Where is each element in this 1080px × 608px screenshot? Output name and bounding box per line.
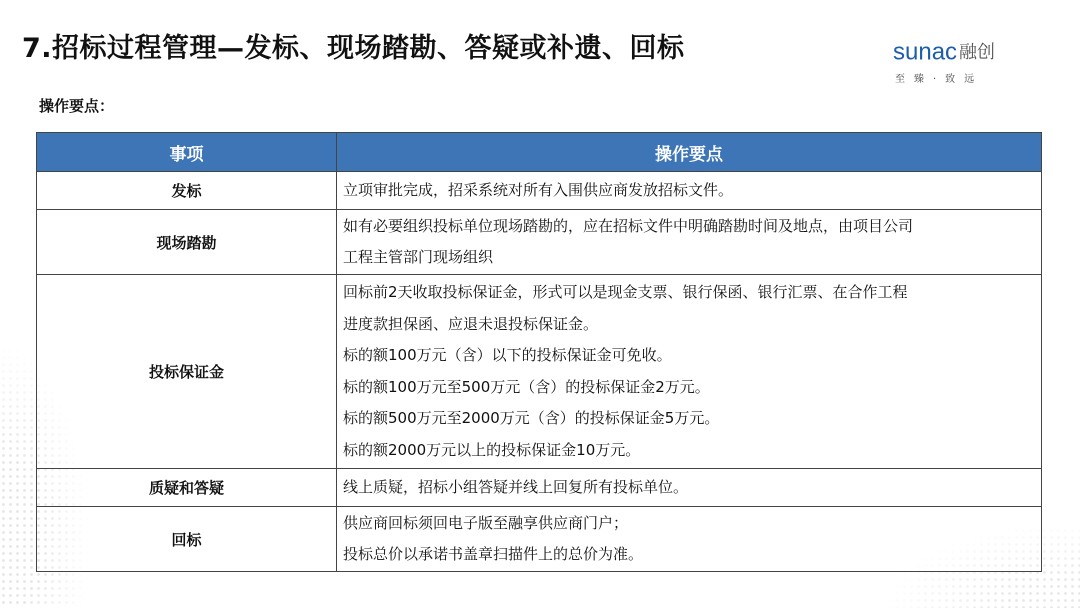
row-detail [337, 275, 1042, 469]
sunac-logo [893, 40, 1023, 86]
operation-points-table [36, 132, 1042, 572]
row-detail [337, 172, 1042, 210]
table-header-row [37, 133, 1042, 172]
row-detail [337, 469, 1042, 507]
table-row [37, 275, 1042, 469]
row-detail [337, 507, 1042, 572]
section-subheading: 操作要点： [39, 97, 115, 115]
column-header-item: 事项 [37, 133, 337, 172]
detail-line: 投标总价以承诺书盖章扫描件上的总价为准。 [343, 545, 644, 563]
row-item: 发标 [37, 172, 337, 210]
row-item: 现场踏勘 [37, 210, 337, 275]
row-detail [337, 210, 1042, 275]
page-title: 7.招标过程管理—发标、现场踏勘、答疑或补遗、回标 [22, 33, 685, 64]
row-item: 回标 [37, 507, 337, 572]
row-item: 质疑和答疑 [37, 469, 337, 507]
logo-tagline: 至臻·致远 [895, 74, 984, 85]
logo-chinese: 融创 [959, 41, 996, 63]
logo-english: sunac [893, 38, 958, 66]
table-row [37, 507, 1042, 572]
detail-line: 工程主管部门现场组织 [343, 248, 494, 266]
detail-line: 立项审批完成，招采系统对所有入围供应商发放招标文件。 [343, 180, 734, 199]
detail-line: 如有必要组织投标单位现场踏勘的，应在招标文件中明确踏勘时间及地点，由项目公司 [343, 216, 914, 235]
table-row [37, 172, 1042, 210]
detail-line: 回标前2天收取投标保证金，形式可以是现金支票、银行保函、银行汇票、在合作工程 [343, 283, 908, 301]
detail-line: 供应商回标须回电子版至融享供应商门户； [343, 513, 629, 532]
detail-line: 标的额2000万元以上的投标保证金10万元。 [343, 440, 641, 459]
row-item: 投标保证金 [37, 275, 337, 469]
table-row [37, 469, 1042, 507]
detail-line: 进度款担保函、应退未退投标保证金。 [343, 314, 599, 333]
table-row [37, 210, 1042, 275]
detail-line: 线上质疑，招标小组答疑并线上回复所有投标单位。 [343, 477, 689, 496]
column-header-points: 操作要点 [337, 133, 1042, 172]
detail-line: 标的额500万元至2000万元（含）的投标保证金5万元。 [343, 409, 720, 427]
detail-line: 标的额100万元至500万元（含）的投标保证金2万元。 [343, 377, 710, 396]
detail-line: 标的额100万元（含）以下的投标保证金可免收。 [343, 346, 672, 364]
